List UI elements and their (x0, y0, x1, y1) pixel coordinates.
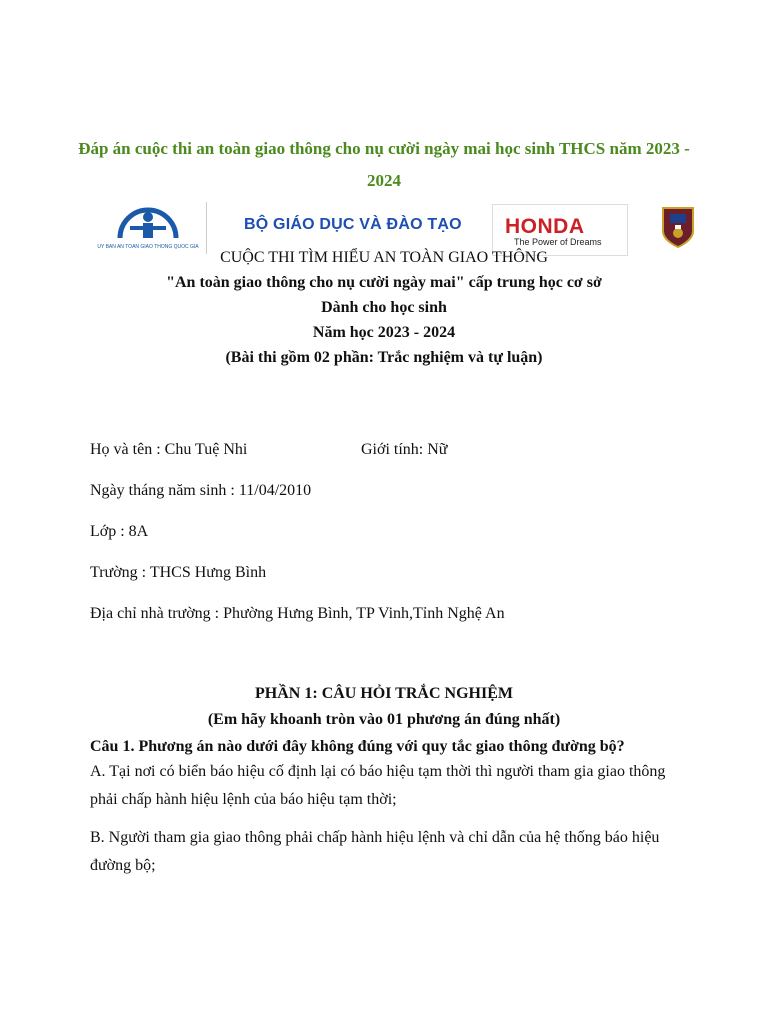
atgt-emblem-icon (116, 206, 180, 240)
heading-line-5: (Bài thi gồm 02 phần: Trắc nghiệm và tự luận) (225, 349, 543, 366)
student-name: Họ và tên : Chu Tuệ Nhi (90, 441, 248, 458)
contest-heading (70, 245, 698, 370)
student-class: Lớp : 8A (90, 523, 149, 540)
option-b: B. Người tham gia giao thông phải chấp hành hiệu lệnh và chỉ dẫn của hệ thống báo hiệu đường bộ; (90, 829, 660, 874)
document-title: Đáp án cuộc thi an toàn giao thông cho nụ cười ngày mai học sinh THCS năm 2023 - 2024 (78, 139, 690, 190)
atgt-caption: ỦY BAN AN TOÀN GIAO THÔNG QUỐC GIA (97, 244, 199, 250)
question-1: Câu 1. Phương án nào dưới đây không đúng với quy tắc giao thông đường bộ? (90, 738, 625, 755)
student-dob: Ngày tháng năm sinh : 11/04/2010 (90, 482, 312, 499)
school-address: Địa chỉ nhà trường : Phường Hưng Bình, TP Vinh,Tỉnh Nghệ An (90, 605, 505, 622)
section-instruction: (Em hãy khoanh tròn vào 01 phương án đúng nhất) (207, 711, 561, 728)
heading-line-1: CUỘC THI TÌM HIỂU AN TOÀN GIAO THÔNG (220, 249, 548, 266)
honda-brand: HONDA (505, 215, 585, 238)
ministry-logo-text: BỘ GIÁO DỤC VÀ ĐÀO TẠO (244, 216, 462, 233)
honda-slogan: The Power of Dreams (514, 237, 602, 247)
heading-line-2: "An toàn giao thông cho nụ cười ngày mai" cấp trung học cơ sở (166, 274, 602, 291)
section-title: PHẦN 1: CÂU HỎI TRẮC NGHIỆM (255, 685, 513, 702)
student-school: Trường : THCS Hưng Bình (90, 564, 267, 581)
heading-line-3: Dành cho học sinh (321, 299, 447, 316)
option-a: A. Tại nơi có biển báo hiệu cố định lại có báo hiệu tạm thời thì người tham gia giao thông phải chấp hành hiệu lệnh của báo hiệu tạm thời; (90, 763, 666, 808)
shield-icon (661, 205, 695, 249)
student-gender: Giới tính: Nữ (361, 441, 448, 458)
heading-line-4: Năm học 2023 - 2024 (312, 324, 456, 341)
